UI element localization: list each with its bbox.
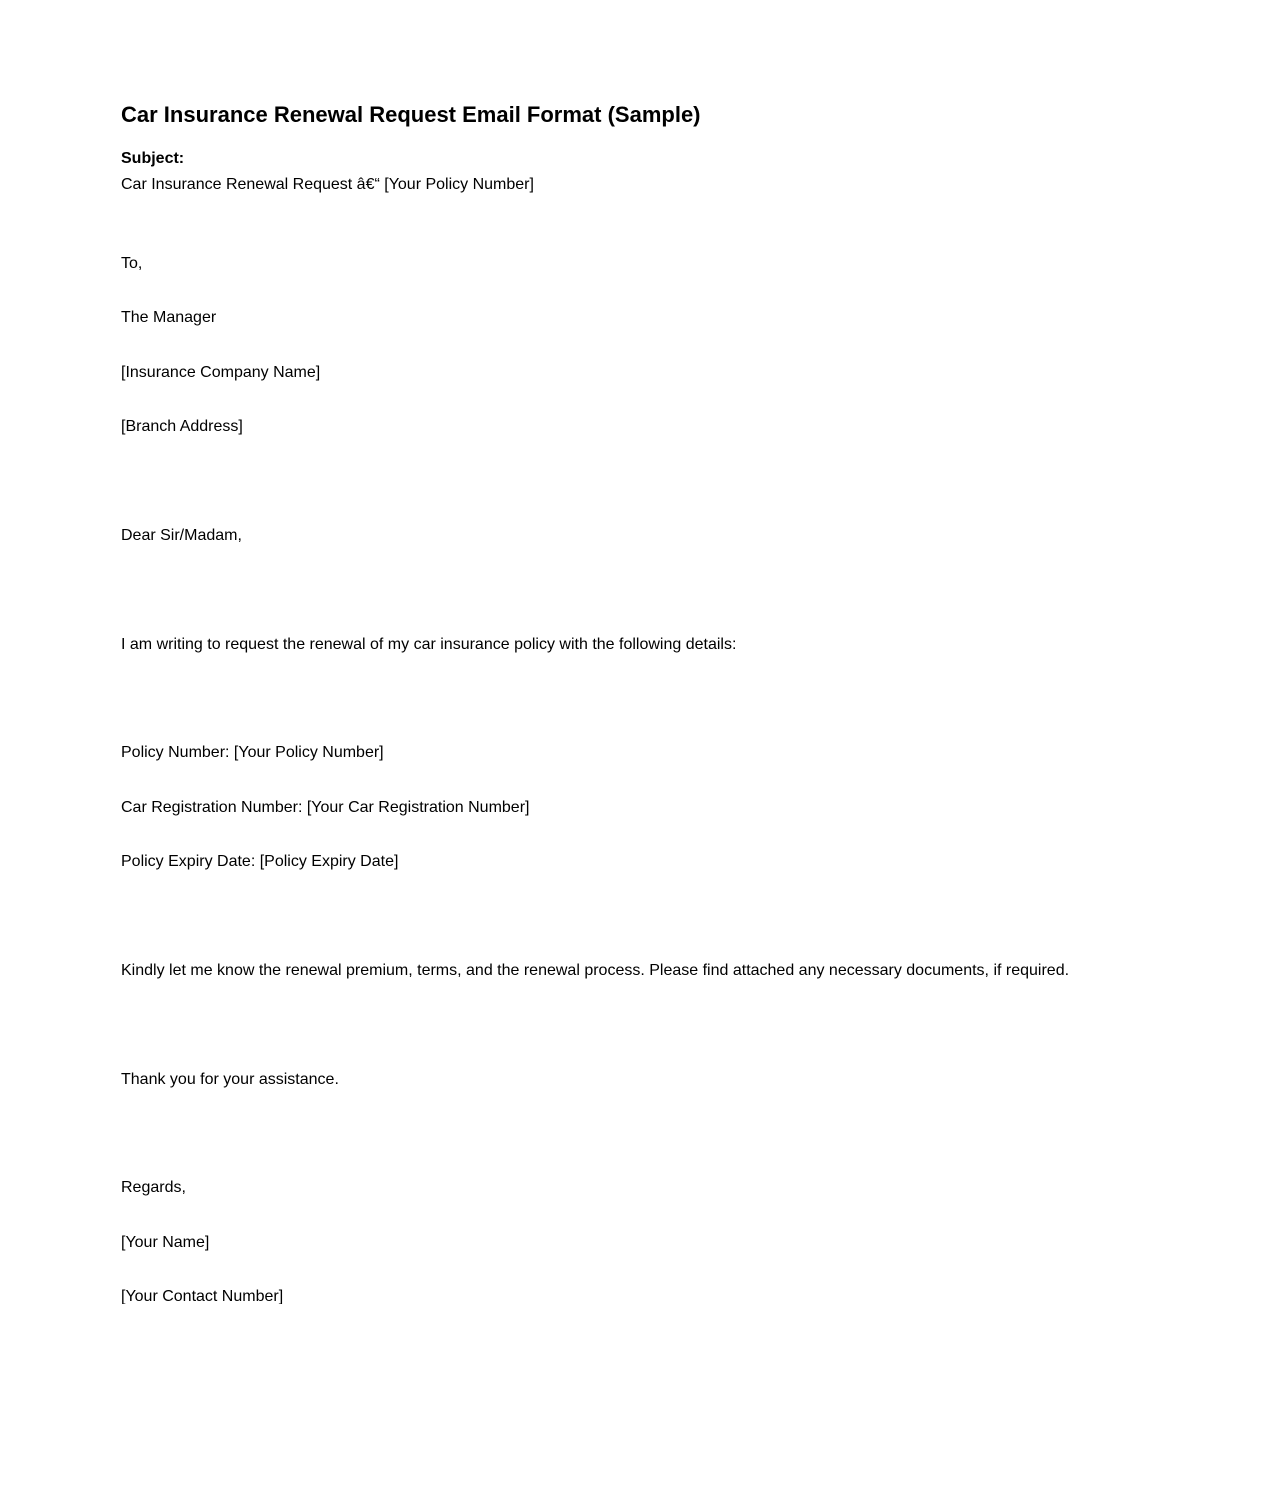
recipient-company: [Insurance Company Name] [121, 364, 321, 381]
recipient-address: [Branch Address] [121, 418, 243, 435]
greeting: Dear Sir/Madam, [121, 527, 242, 544]
detail-expiry-date: Policy Expiry Date: [Policy Expiry Date] [121, 853, 399, 870]
sender-name: [Your Name] [121, 1234, 210, 1251]
page-title: Car Insurance Renewal Request Email Format (Sample) [121, 102, 701, 127]
email-body [0, 170, 1263, 1304]
recipient-name: The Manager [121, 309, 217, 326]
subject-label: Subject: [121, 150, 185, 167]
detail-registration-number: Car Registration Number: [Your Car Registration Number] [121, 799, 530, 816]
sender-contact: [Your Contact Number] [121, 1288, 284, 1304]
thanks-line: Thank you for your assistance. [121, 1071, 339, 1088]
intro-paragraph: I am writing to request the renewal of my car insurance policy with the following details: [121, 636, 737, 653]
subject-text: Car Insurance Renewal Request â€“ [Your Policy Number] [121, 176, 534, 193]
request-paragraph: Kindly let me know the renewal premium, terms, and the renewal process. Please find attached any necessary documents, if required. [121, 962, 1070, 979]
closing-line: Regards, [121, 1179, 186, 1196]
recipient-to: To, [121, 255, 143, 272]
detail-policy-number: Policy Number: [Your Policy Number] [121, 744, 384, 761]
